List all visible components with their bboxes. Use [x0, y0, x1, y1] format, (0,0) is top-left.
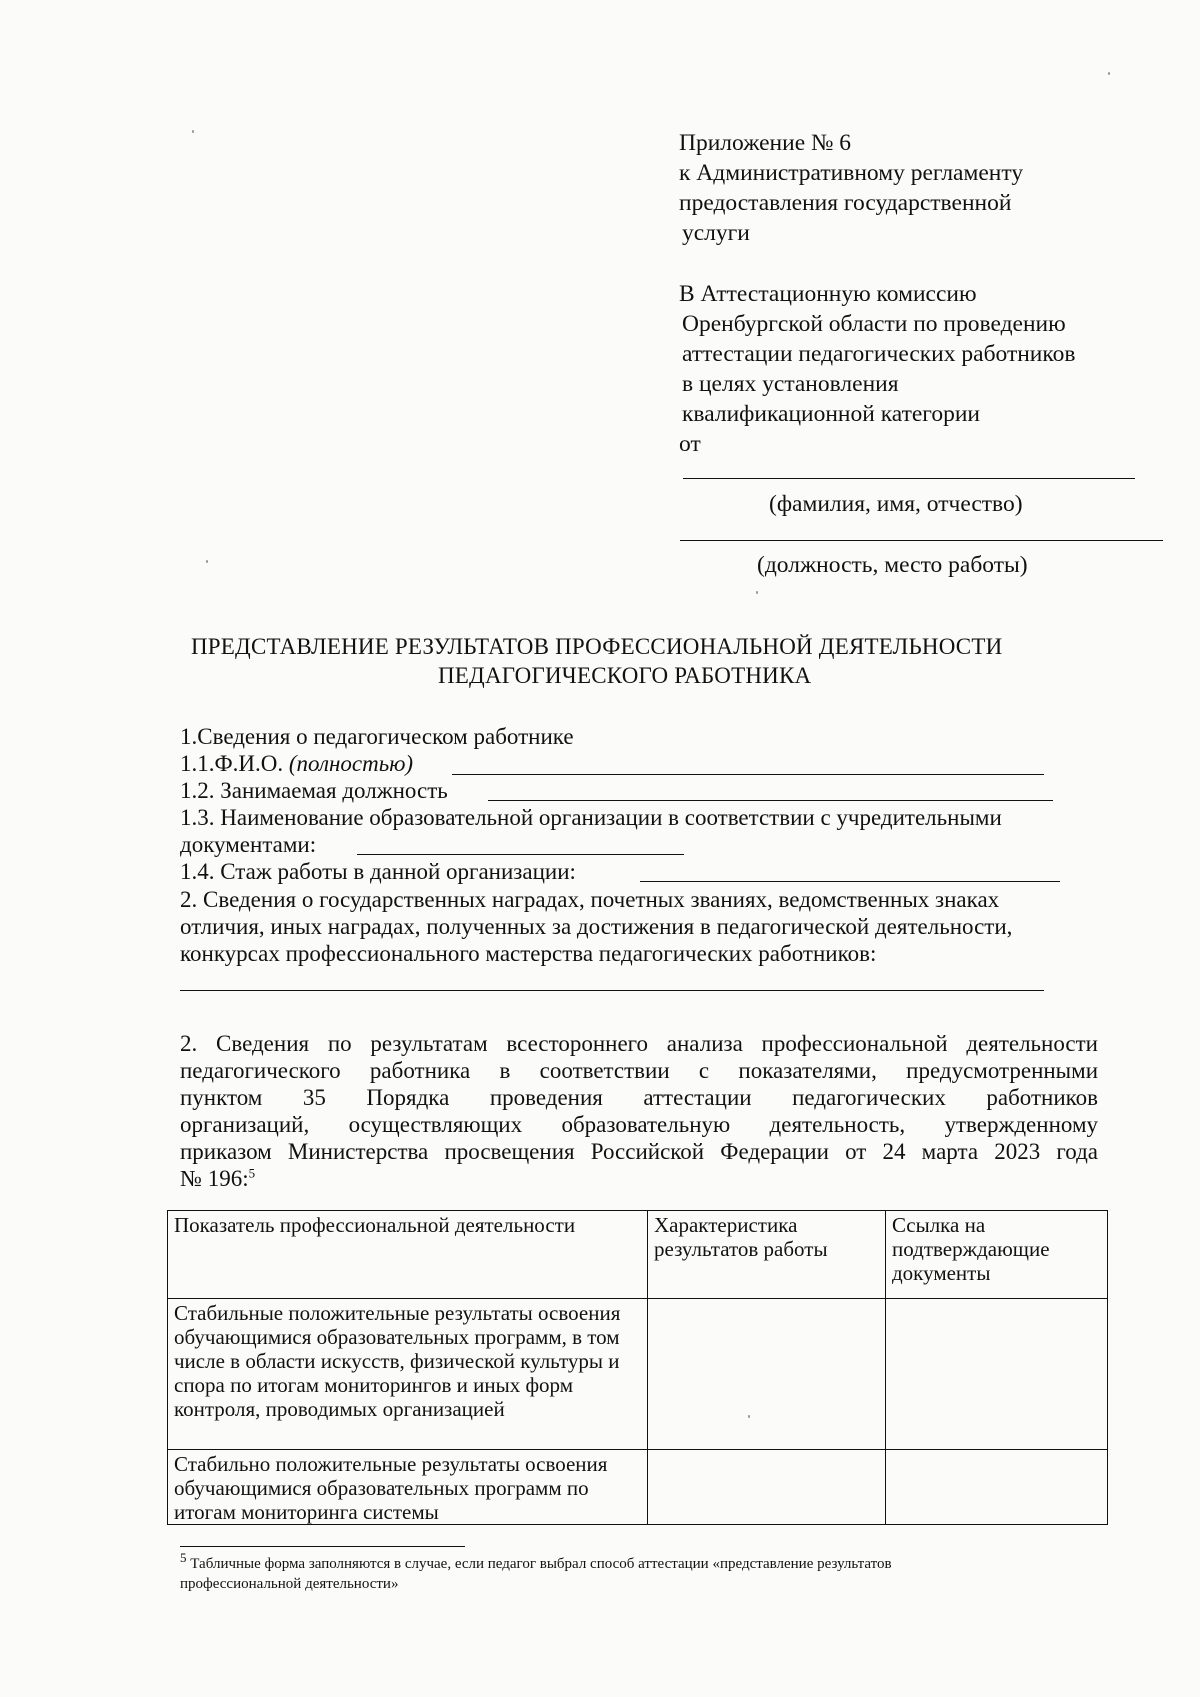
- fio-note: (полностью): [288, 751, 414, 776]
- appendix-line: предоставления государственной: [679, 190, 1012, 216]
- header-docs: Ссылка на подтверждающие документы: [886, 1211, 1108, 1299]
- position-field-line: [488, 800, 1053, 801]
- indicators-table: [167, 1210, 1108, 1525]
- awards-field-line: [180, 990, 1044, 991]
- document-title-line1: ПРЕДСТАВЛЕНИЕ РЕЗУЛЬТАТОВ ПРОФЕССИОНАЛЬНОЙ ДЕЯТЕЛЬНОСТИ: [191, 634, 1003, 659]
- analysis-line: приказом Министерства просвещения Российской Федерации от 24 марта 2023 года: [180, 1139, 1098, 1164]
- cell-docs[interactable]: [886, 1450, 1108, 1525]
- addressee-line: аттестации педагогических работников: [682, 341, 1076, 367]
- document-title-line2: ПЕДАГОГИЧЕСКОГО РАБОТНИКА: [438, 663, 812, 688]
- addressee-line: Оренбургской области по проведению: [682, 311, 1066, 337]
- org-name-line1: 1.3. Наименование образовательной организации в соответствии с учредительными: [180, 805, 1002, 830]
- cell-result[interactable]: [648, 1450, 886, 1525]
- org-name-line2: документами:: [180, 832, 317, 857]
- footnote-line2: профессиональной деятельности»: [180, 1576, 399, 1592]
- experience-field-line: [640, 881, 1060, 882]
- analysis-line: 2. Сведения по результатам всестороннего анализа профессиональной деятельности: [180, 1031, 1098, 1056]
- footnote-ref: 5: [248, 1165, 256, 1181]
- cell-indicator: Стабильные положительные результаты освоения обучающимися образовательных программ, в том числе в области искусств, физической культуры и спора по итогам мониторингов и иных форм контроля, проводимых организацией: [168, 1299, 648, 1450]
- analysis-last-line: [180, 1165, 255, 1193]
- analysis-line: педагогического работника в соответствии с показателями, предусмотренными: [180, 1058, 1098, 1083]
- position-label: 1.2. Занимаемая должность: [180, 778, 448, 803]
- fio-hint: (фамилия, имя, отчество): [769, 491, 1023, 517]
- scan-speck: [206, 560, 208, 563]
- scan-speck: [748, 1415, 750, 1418]
- section1-heading: 1.Сведения о педагогическом работнике: [180, 724, 574, 749]
- scan-speck: [756, 591, 758, 594]
- fio-blank-line: [683, 478, 1135, 479]
- scan-speck: [1108, 72, 1110, 75]
- addressee-line: в целях установления: [682, 371, 899, 397]
- awards-line3: конкурсах профессионального мастерства педагогических работников:: [180, 941, 877, 966]
- appendix-line: услуги: [682, 220, 750, 246]
- fio-label: 1.1.Ф.И.О.: [180, 751, 284, 776]
- awards-line1: 2. Сведения о государственных наградах, почетных званиях, ведомственных знаках: [180, 887, 1000, 912]
- footnote-separator: [180, 1546, 465, 1547]
- order-number: № 196:: [180, 1166, 249, 1191]
- cell-indicator: Стабильно положительные результаты освоения обучающимися образовательных программ по итогам мониторинга системы: [168, 1450, 648, 1525]
- position-hint: (должность, место работы): [757, 552, 1028, 578]
- table-row: [168, 1299, 1108, 1450]
- scan-speck: [192, 130, 194, 133]
- fio-field-line: [452, 774, 1044, 775]
- header-result: Характеристика результатов работы: [648, 1211, 886, 1299]
- table-row: [168, 1450, 1108, 1525]
- header-indicator: Показатель профессиональной деятельности: [168, 1211, 648, 1299]
- footnote-number: 5: [180, 1550, 187, 1565]
- addressee-line: от: [679, 431, 701, 457]
- footnote-text: Табличные форма заполняются в случае, если педагог выбрал способ аттестации «представление результатов: [190, 1556, 892, 1572]
- appendix-line: Приложение № 6: [679, 130, 852, 156]
- footnote-line1: [180, 1550, 892, 1574]
- org-field-line: [357, 854, 684, 855]
- experience-label: 1.4. Стаж работы в данной организации:: [180, 859, 576, 884]
- cell-result[interactable]: [648, 1299, 886, 1450]
- analysis-line: организаций, осуществляющих образовательную деятельность, утвержденному: [180, 1112, 1098, 1137]
- table-header-row: [168, 1211, 1108, 1299]
- appendix-line: к Административному регламенту: [679, 160, 1024, 186]
- analysis-line: пунктом 35 Порядка проведения аттестации педагогических работников: [180, 1085, 1098, 1110]
- addressee-line: квалификационной категории: [682, 401, 980, 427]
- cell-docs[interactable]: [886, 1299, 1108, 1450]
- addressee-line: В Аттестационную комиссию: [679, 281, 977, 307]
- fio-row: [180, 750, 413, 778]
- awards-line2: отличия, иных наградах, полученных за достижения в педагогической деятельности,: [180, 914, 1013, 939]
- position-blank-line: [680, 540, 1163, 541]
